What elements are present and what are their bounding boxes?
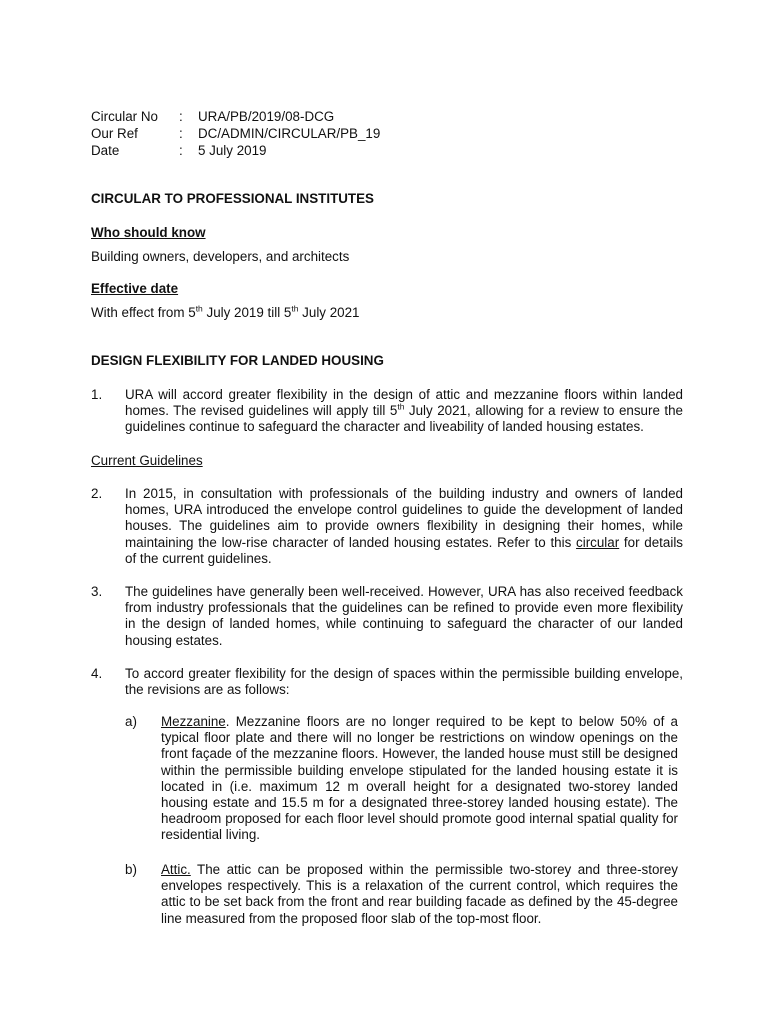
para-1-number: 1. <box>91 387 103 402</box>
who-should-know-heading: Who should know <box>91 225 206 240</box>
circular-title: CIRCULAR TO PROFESSIONAL INSTITUTES <box>91 191 374 206</box>
circular-no-label: Circular No <box>91 109 158 124</box>
our-ref-value: DC/ADMIN/CIRCULAR/PB_19 <box>198 126 381 141</box>
mezzanine-heading: Mezzanine <box>161 714 226 729</box>
separator: : <box>179 109 183 124</box>
our-ref-label: Our Ref <box>91 126 138 141</box>
date-value: 5 July 2019 <box>198 143 267 158</box>
date-label: Date <box>91 143 120 158</box>
our-ref-row <box>91 126 511 143</box>
para-2-number: 2. <box>91 486 103 501</box>
current-guidelines-heading: Current Guidelines <box>91 453 203 468</box>
separator: : <box>179 143 183 158</box>
para-2-text: In 2015, in consultation with professionals of the building industry and owners of landed homes, URA introduced the envelope control guidelines to guide the development of landed houses. The guidelines aim to provide owners flexibility in designing their homes, while maintaining the low-rise character of landed housing estates. Refer to this circular for details of the current guidelines. <box>125 486 683 566</box>
section-title: DESIGN FLEXIBILITY FOR LANDED HOUSING <box>91 353 384 368</box>
separator: : <box>179 126 183 141</box>
attic-heading: Attic. <box>161 862 191 877</box>
para-4-text: To accord greater flexibility for the design of spaces within the permissible building envelope, the revisions are as follows: <box>125 666 683 698</box>
circular-link[interactable]: circular <box>576 534 620 550</box>
item-b-text: Attic. The attic can be proposed within the permissible two-storey and three-storey envelopes respectively. This is a relaxation of the current control, which requires the attic to be set back from the front and rear building facade as defined by the 45-degree line measured from the proposed floor slab of the top-most floor. <box>161 862 678 926</box>
para-4-number: 4. <box>91 666 103 681</box>
item-a-text: Mezzanine. Mezzanine floors are no longer required to be kept to below 50% of a typical floor plate and there will no longer be restrictions on window openings on the front façade of the mezzanine floors. However, the landed house must still be designed within the permissible building envelope stipulated for the landed housing estate it is located in (i.e. maximum 12 m overall height for a designated two-storey landed housing estate and 15.5 m for a designated three-storey landed housing estate). The headroom proposed for each floor level should promote good internal spatial quality for residential living. <box>161 714 678 843</box>
item-a-label: a) <box>125 714 137 729</box>
item-b-label: b) <box>125 862 137 877</box>
para-3-text: The guidelines have generally been well-received. However, URA has also received feedback from industry professionals that the guidelines can be refined to provide even more flexibility in the design of landed homes, while continuing to safeguard the character of our landed housing estates. <box>125 584 683 648</box>
para-1-text: URA will accord greater flexibility in the design of attic and mezzanine floors within landed homes. The revised guidelines will apply till 5th July 2021, allowing for a review to ensure the guidelines continue to safeguard the character and liveability of landed housing estates. <box>125 387 683 435</box>
effective-date-heading: Effective date <box>91 281 179 296</box>
para-3-number: 3. <box>91 584 103 599</box>
effective-date-text: With effect from 5th July 2019 till 5th July 2021 <box>91 303 360 320</box>
circular-no-value: URA/PB/2019/08-DCG <box>198 109 335 124</box>
date-row <box>91 143 511 160</box>
who-should-know-text: Building owners, developers, and architects <box>91 249 350 264</box>
circular-no-row <box>91 109 511 126</box>
